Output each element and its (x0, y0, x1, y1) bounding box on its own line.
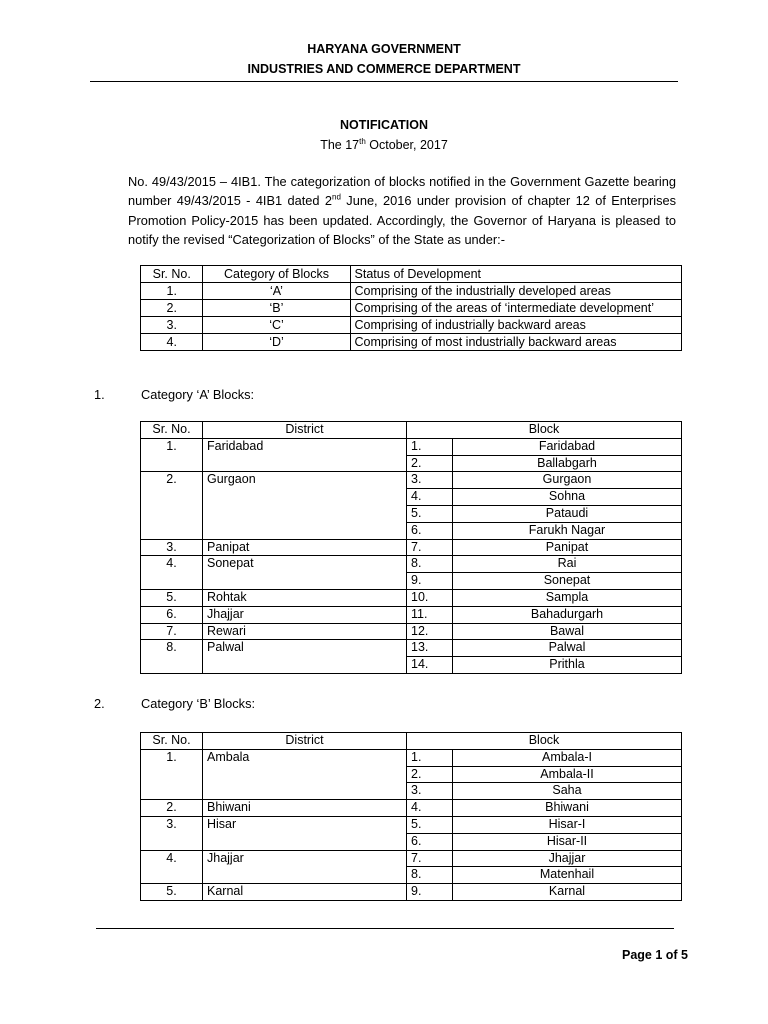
cell-sr: 2. (141, 472, 203, 539)
category-b-table (140, 732, 682, 901)
cell-block-name: Rai (453, 556, 682, 573)
cell-block-number: 6. (407, 522, 453, 539)
table-row (141, 589, 682, 606)
cell-district: Gurgaon (203, 472, 407, 539)
header-sr-no: Sr. No. (141, 266, 203, 283)
cell-sr: 3. (141, 539, 203, 556)
cell-sr: 5. (141, 884, 203, 901)
cell-sr: 1. (141, 438, 203, 472)
page-number: Page 1 of 5 (622, 948, 688, 962)
table-row (141, 816, 682, 833)
section-label: Category ‘B’ Blocks: (141, 696, 256, 711)
cell-sr: 2. (141, 300, 203, 317)
cell-status: Comprising of most industrially backward areas (350, 334, 681, 351)
cell-block-name: Ballabgarh (453, 455, 682, 472)
table-row (141, 283, 682, 300)
table-header-row (141, 733, 682, 750)
cell-sr: 4. (141, 556, 203, 590)
header-block: Block (407, 733, 682, 750)
cell-district: Sonepat (203, 556, 407, 590)
cell-status: Comprising of industrially backward areas (350, 317, 681, 334)
cell-sr: 1. (141, 283, 203, 300)
cell-district: Palwal (203, 640, 407, 674)
cell-block-number: 12. (407, 623, 453, 640)
section-label: Category ‘A’ Blocks: (141, 387, 255, 402)
cell-block-number: 5. (407, 505, 453, 522)
notification-title: NOTIFICATION (340, 118, 428, 132)
cell-block-number: 9. (407, 884, 453, 901)
category-table (140, 265, 682, 351)
cell-block-name: Ambala-I (453, 749, 682, 766)
table-row (141, 640, 682, 657)
cell-block-number: 14. (407, 657, 453, 674)
cell-status: Comprising of the industrially developed areas (350, 283, 681, 300)
table-row (141, 884, 682, 901)
notification-date: The 17th October, 2017 (320, 137, 448, 153)
header-status: Status of Development (350, 266, 681, 283)
cell-sr: 4. (141, 850, 203, 884)
cell-block-number: 8. (407, 867, 453, 884)
cell-block-number: 1. (407, 438, 453, 455)
cell-block-number: 7. (407, 539, 453, 556)
table-row (141, 472, 682, 489)
cell-block-name: Pataudi (453, 505, 682, 522)
header-sr-no: Sr. No. (141, 422, 203, 439)
cell-district: Panipat (203, 539, 407, 556)
cell-block-name: Farukh Nagar (453, 522, 682, 539)
cell-block-number: 2. (407, 455, 453, 472)
cell-district: Rohtak (203, 589, 407, 606)
cell-sr: 3. (141, 816, 203, 850)
table-row (141, 438, 682, 455)
cell-district: Rewari (203, 623, 407, 640)
cell-block-number: 8. (407, 556, 453, 573)
cell-status: Comprising of the areas of ‘intermediate development’ (350, 300, 681, 317)
header-divider (90, 81, 678, 82)
cell-block-name: Bawal (453, 623, 682, 640)
cell-category: ‘A’ (203, 283, 350, 300)
table-row (141, 606, 682, 623)
cell-block-number: 3. (407, 472, 453, 489)
cell-sr: 5. (141, 589, 203, 606)
cell-district: Jhajjar (203, 850, 407, 884)
header-department: INDUSTRIES AND COMMERCE DEPARTMENT (247, 62, 521, 76)
cell-block-name: Bhiwani (453, 800, 682, 817)
table-row (141, 334, 682, 351)
cell-block-number: 7. (407, 850, 453, 867)
cell-block-name: Palwal (453, 640, 682, 657)
cell-sr: 7. (141, 623, 203, 640)
cell-category: ‘B’ (203, 300, 350, 317)
cell-district: Karnal (203, 884, 407, 901)
header-district: District (203, 733, 407, 750)
cell-block-number: 11. (407, 606, 453, 623)
cell-block-name: Sohna (453, 489, 682, 506)
cell-block-number: 13. (407, 640, 453, 657)
cell-block-name: Gurgaon (453, 472, 682, 489)
header-category: Category of Blocks (203, 266, 350, 283)
cell-block-number: 9. (407, 573, 453, 590)
header-block: Block (407, 422, 682, 439)
cell-block-name: Bahadurgarh (453, 606, 682, 623)
cell-block-number: 5. (407, 816, 453, 833)
cell-category: ‘C’ (203, 317, 350, 334)
section-number: 2. (94, 696, 105, 711)
cell-sr: 1. (141, 749, 203, 799)
cell-block-name: Ambala-II (453, 766, 682, 783)
cell-block-name: Hisar-II (453, 833, 682, 850)
cell-block-name: Hisar-I (453, 816, 682, 833)
section-number: 1. (94, 387, 105, 402)
cell-block-number: 6. (407, 833, 453, 850)
category-a-table (140, 421, 682, 674)
header-sr-no: Sr. No. (141, 733, 203, 750)
cell-category: ‘D’ (203, 334, 350, 351)
cell-sr: 2. (141, 800, 203, 817)
table-header-row (141, 422, 682, 439)
cell-block-name: Matenhail (453, 867, 682, 884)
cell-block-name: Prithla (453, 657, 682, 674)
cell-block-number: 2. (407, 766, 453, 783)
cell-block-name: Panipat (453, 539, 682, 556)
cell-block-number: 10. (407, 589, 453, 606)
notification-paragraph: No. 49/43/2015 – 4IB1. The categorization of blocks notified in the Government Gazette bearing number 49/43/2015 - 4IB1 dated 2nd June, 2016 under provision of chapter 12 of Enterprises Promotion Policy-2015 has been updated. Accordingly, the Governor of Haryana is pleased to notify the revised “Categorization of Blocks” of the State as under:- (128, 174, 676, 247)
cell-district: Faridabad (203, 438, 407, 472)
cell-district: Hisar (203, 816, 407, 850)
cell-block-name: Sampla (453, 589, 682, 606)
cell-block-name: Jhajjar (453, 850, 682, 867)
table-row (141, 539, 682, 556)
cell-block-number: 1. (407, 749, 453, 766)
table-row (141, 556, 682, 573)
table-row (141, 623, 682, 640)
cell-block-number: 3. (407, 783, 453, 800)
cell-sr: 6. (141, 606, 203, 623)
cell-sr: 8. (141, 640, 203, 674)
table-header-row (141, 266, 682, 283)
table-row (141, 300, 682, 317)
header-government: HARYANA GOVERNMENT (307, 42, 461, 56)
footer-divider (96, 928, 674, 929)
header-district: District (203, 422, 407, 439)
cell-block-name: Faridabad (453, 438, 682, 455)
table-row (141, 800, 682, 817)
table-row (141, 850, 682, 867)
cell-block-number: 4. (407, 489, 453, 506)
cell-block-name: Karnal (453, 884, 682, 901)
cell-block-name: Saha (453, 783, 682, 800)
cell-district: Ambala (203, 749, 407, 799)
table-row (141, 749, 682, 766)
cell-block-name: Sonepat (453, 573, 682, 590)
cell-sr: 4. (141, 334, 203, 351)
cell-sr: 3. (141, 317, 203, 334)
cell-district: Bhiwani (203, 800, 407, 817)
cell-district: Jhajjar (203, 606, 407, 623)
cell-block-number: 4. (407, 800, 453, 817)
table-row (141, 317, 682, 334)
